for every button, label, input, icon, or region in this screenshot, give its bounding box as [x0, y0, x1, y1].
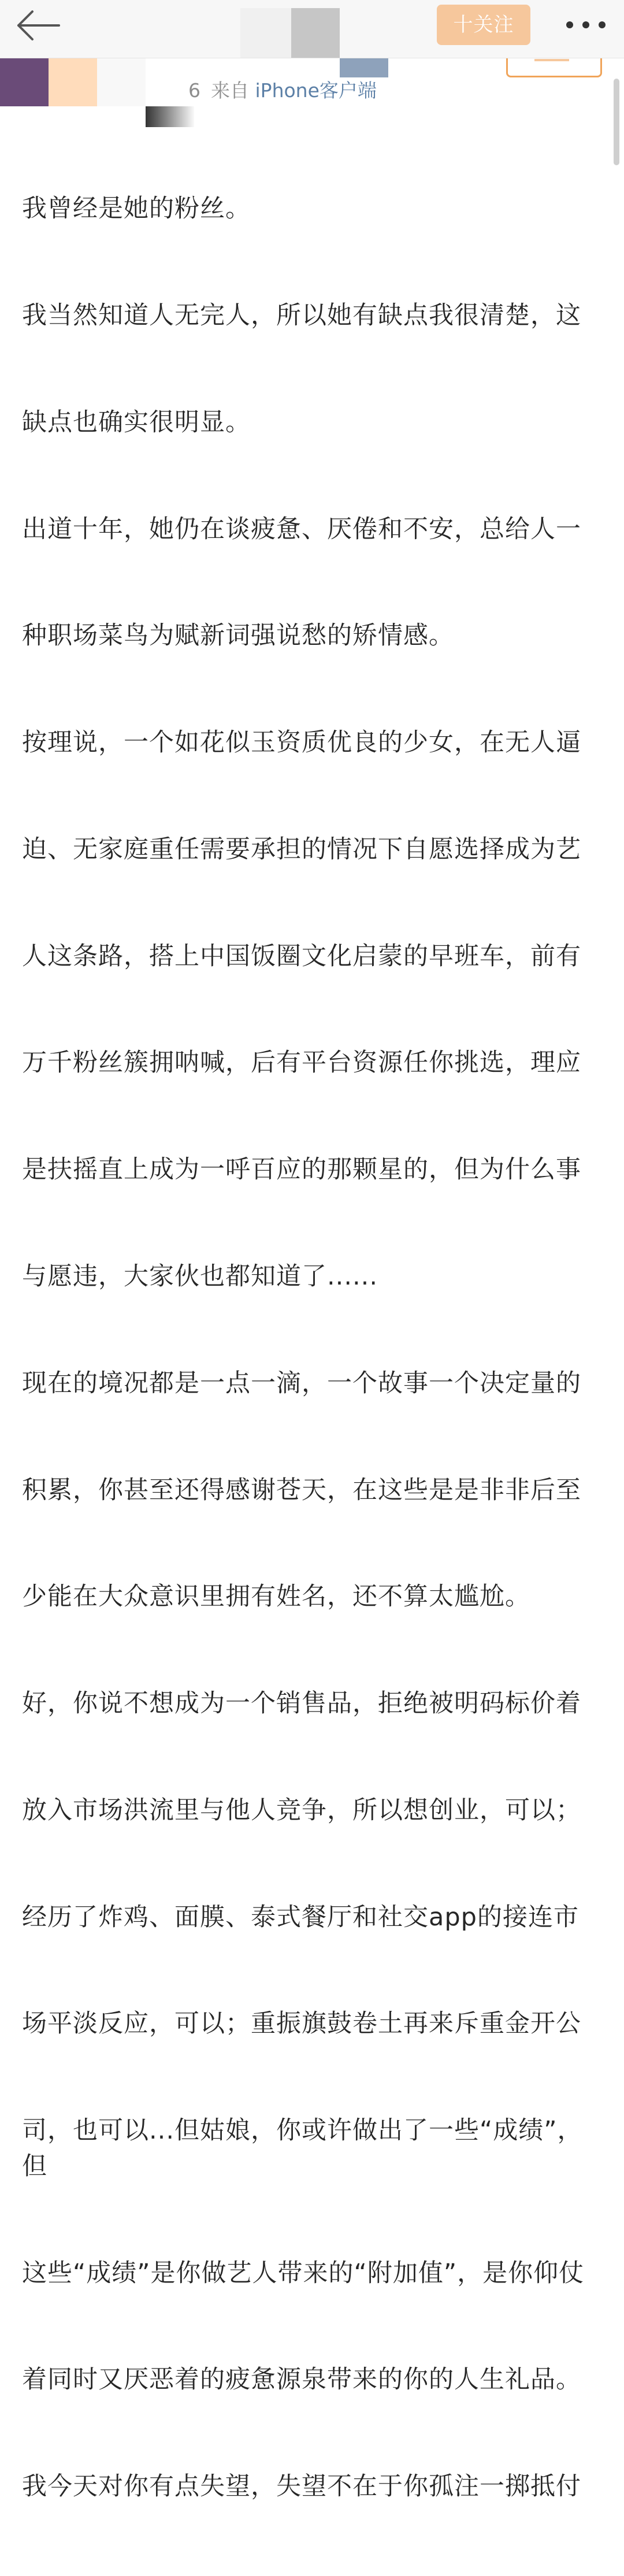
blurred-title	[291, 8, 340, 58]
text-line: 我曾经是她的粉丝。	[22, 194, 251, 224]
source-client-link[interactable]: iPhone客户端	[255, 79, 377, 102]
scrollbar[interactable]	[614, 79, 619, 165]
blurred-avatar[interactable]	[0, 58, 49, 106]
text-line: 好，你说不想成为一个销售品，拒绝被明码标价着	[22, 1689, 581, 1718]
text-line: 与愿违，大家伙也都知道了......	[22, 1262, 378, 1291]
text-line: 着同时又厌恶着的疲惫源泉带来的你的人生礼品。	[22, 2365, 581, 2395]
text-line: 场平淡反应，可以；重振旗鼓卷土再来斥重金开公	[22, 2009, 581, 2039]
text-line: 迫、无家庭重任需要承担的情况下自愿选择成为艺	[22, 834, 581, 864]
text-line: 现在的境况都是一点一滴，一个故事一个决定量的	[22, 1368, 581, 1398]
blurred-username	[97, 58, 146, 106]
post-body	[22, 120, 606, 2576]
text-line: 司，也可以...但姑娘，你或许做出了一些“成绩”，但	[22, 2116, 583, 2181]
ellipsis-icon[interactable]	[563, 17, 609, 32]
text-line: 我当然知道人无完人，所以她有缺点我很清楚，这	[22, 300, 581, 330]
text-line: 少能在大众意识里拥有姓名，还不算太尴尬。	[22, 1582, 530, 1612]
blurred-title-left	[240, 8, 291, 58]
blurred-badge	[340, 58, 388, 77]
top-navigation-bar	[0, 0, 624, 58]
text-line: 出道十年，她仍在谈疲惫、厌倦和不安，总给人一	[22, 514, 581, 544]
follow-button[interactable]: 十关注	[437, 5, 530, 45]
post-date: 6	[188, 79, 200, 102]
text-line: 人这条路，搭上中国饭圈文化启蒙的早班车，前有	[22, 941, 581, 971]
text-line: 种职场菜鸟为赋新词强说愁的矫情感。	[22, 621, 454, 651]
source-prefix: 来自	[211, 79, 249, 102]
blurred-avatar-part	[49, 58, 97, 106]
text-line: 积累，你甚至还得感谢苍天，在这些是是非非后至	[22, 1475, 581, 1505]
text-line: 是扶摇直上成为一呼百应的那颗星的，但为什么事	[22, 1155, 581, 1185]
text-line: 这些“成绩”是你做艺人带来的“附加值”，是你仰仗	[22, 2258, 585, 2288]
post-meta	[188, 77, 377, 104]
text-line: 放入市场洪流里与他人竞争，所以想创业，可以；	[22, 1795, 581, 1825]
text-line: 经历了炸鸡、面膜、泰式餐厅和社交app的接连市	[22, 1902, 579, 1932]
arrow-left-icon[interactable]	[15, 8, 61, 43]
text-line: 缺点也确实很明显。	[22, 407, 251, 437]
text-line: 万千粉丝簇拥呐喊，后有平台资源任你挑选，理应	[22, 1048, 581, 1078]
text-line: 按理说，一个如花似玉资质优良的少女，在无人逼	[22, 728, 581, 758]
text-line: 我今天对你有点失望，失望不在于你孤注一掷抵付	[22, 2472, 581, 2501]
